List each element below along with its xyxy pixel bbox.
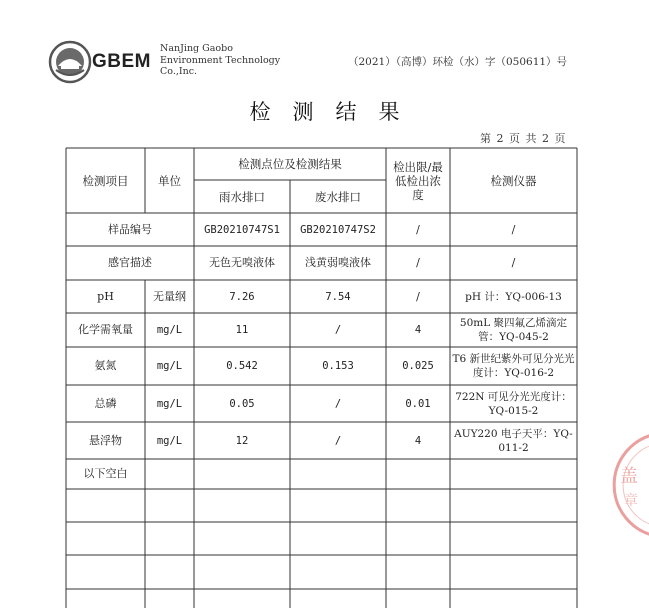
- row-item: 感官描述: [108, 256, 152, 269]
- row-limit: 0.01: [405, 397, 431, 410]
- row-limit: /: [416, 256, 420, 269]
- company-line: Co.,Inc.: [160, 66, 198, 77]
- row-unit: mg/L: [156, 360, 183, 372]
- header-points-results: 检测点位及检测结果: [238, 157, 342, 171]
- row-value-waste: /: [334, 434, 342, 447]
- row-item: 氨氮: [94, 359, 117, 372]
- header-instrument: 检测仪器: [490, 173, 537, 188]
- row-instrument: T6 新世纪紫外可见分光光度计：YQ-016-2: [452, 353, 575, 379]
- row-limit: 4: [414, 324, 422, 336]
- page-title: 检测结果: [249, 100, 422, 124]
- company-line: NanJing Gaobo: [160, 43, 233, 54]
- company-line: Environment Technology: [160, 54, 281, 66]
- row-item: 总磷: [94, 396, 117, 410]
- row-limit: 0.025: [402, 360, 434, 372]
- header-detection-limit: 检出限/最低检出浓度: [393, 159, 443, 202]
- row-value-waste: 0.153: [322, 360, 354, 372]
- header-point-rain-outlet: 雨水排口: [219, 189, 265, 204]
- row-value-rain: GB20210747S1: [204, 223, 280, 236]
- row-instrument: 50mL 聚四氟乙烯滴定管：YQ-045-2: [459, 317, 568, 343]
- row-item: 样品编号: [108, 222, 152, 236]
- row-item: pH: [97, 289, 114, 303]
- row-value-rain: 11: [235, 324, 249, 336]
- official-stamp: [598, 430, 649, 540]
- row-value-rain: 0.542: [226, 360, 258, 372]
- row-value-rain: 无色无嗅液体: [209, 256, 275, 269]
- row-unit: mg/L: [156, 434, 183, 447]
- row-value-waste: GB20210747S2: [300, 223, 376, 236]
- row-unit: mg/L: [156, 324, 183, 336]
- svg-text:章: 章: [624, 493, 638, 509]
- row-value-waste: /: [334, 397, 342, 410]
- row-instrument: /: [511, 256, 516, 269]
- row-instrument: pH 计：YQ-006-13: [465, 290, 562, 303]
- row-value-rain: 12: [235, 434, 249, 447]
- row-instrument: AUY220 电子天平：YQ-011-2: [454, 427, 573, 454]
- brand-name: GBEM: [92, 51, 151, 72]
- row-instrument: 722N 可见分光光度计：YQ-015-2: [455, 390, 572, 417]
- row-unit: 无量纲: [153, 289, 186, 303]
- row-unit: mg/L: [156, 397, 183, 410]
- svg-text:盖: 盖: [620, 466, 638, 487]
- header-point-waste-outlet: 废水排口: [315, 189, 361, 204]
- row-value-rain: 7.26: [229, 290, 255, 303]
- row-value-waste: 浅黄弱嗅液体: [305, 256, 371, 269]
- header-unit: 单位: [158, 173, 181, 188]
- row-instrument: /: [511, 222, 516, 236]
- row-limit: 4: [414, 434, 422, 447]
- row-item: 悬浮物: [89, 433, 122, 447]
- row-item: 化学需氧量: [78, 323, 133, 336]
- row-value-rain: 0.05: [229, 397, 255, 410]
- row-value-waste: 7.54: [325, 290, 351, 303]
- page-number: 第 2 页 共 2 页: [480, 132, 567, 145]
- blank-note: 以下空白: [83, 467, 128, 480]
- row-limit: /: [416, 289, 420, 303]
- row-limit: /: [416, 222, 420, 236]
- header-item: 检测项目: [82, 173, 129, 188]
- row-value-waste: /: [334, 324, 342, 336]
- report-number: （2021）（高博）环检（水）字（050611）号: [348, 56, 568, 68]
